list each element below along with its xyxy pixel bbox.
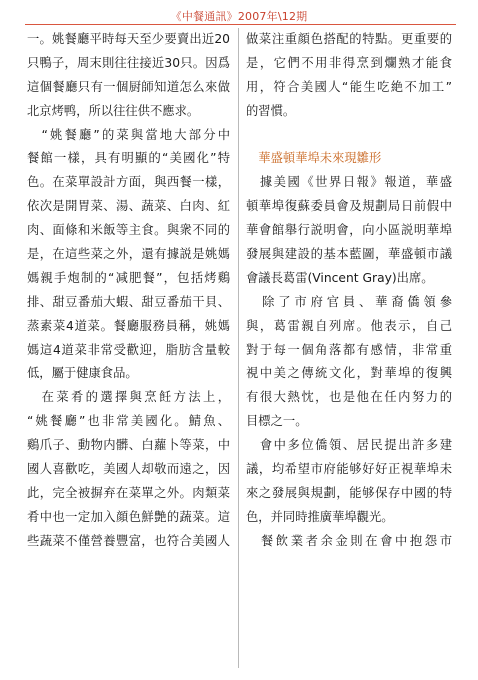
text-line: 視中美之傳統文化，對華埠的復興 (246, 366, 452, 381)
text-line: 來之發展與規劃，能够保存中國的特 (246, 485, 452, 500)
text-line: 頓華埠復蘇委員會及規劃局日前假中 (246, 199, 452, 214)
text-line: 會議長葛雷(Vincent Gray)出席。 (246, 270, 434, 285)
text-line: 蒸素菜4道菜。餐廳服務員稱，姚媽 (27, 318, 230, 333)
text-line: 一。姚餐廳平時每天至少要賣出近20 (27, 32, 230, 46)
text-line: 是，在這些菜之外，還有據説是姚媽 (27, 247, 230, 262)
page-header (0, 0, 478, 30)
right-column (246, 28, 452, 554)
text-line: 用，符合美國人“能生吃絶不加工” (246, 79, 452, 94)
text-line: 與，葛雷親自列席。他表示，自己 (246, 318, 452, 333)
text-line: 是，它們不用非得烹到爛熟才能食 (246, 55, 452, 70)
text-line: 排、甜豆番茄大蝦、甜豆番茄干貝、 (27, 294, 230, 309)
text-line: 目標之一。 (246, 414, 308, 429)
text-line: 北京烤鸭，所以往往供不應求。 (27, 103, 200, 118)
text-line: “姚餐廳”的菜與當地大部分中 (27, 127, 230, 142)
text-line: 餐飲業者余金則在會中抱怨市 (246, 533, 452, 548)
text-line: 媽親手炮制的“减肥餐”，包括烤鷄 (27, 270, 230, 285)
journal-title: 《中餐通訊》2007年\12期 (170, 10, 308, 23)
text-line: 肉、面條和米飯等主食。與衆不同的 (27, 223, 230, 238)
text-line: 華會館舉行説明會，向小區説明華埠 (246, 223, 452, 238)
left-column (27, 28, 230, 554)
text-line: 國人喜歡吃，美國人却敬而遠之，因 (27, 462, 230, 477)
text-line: 色，并同時推廣華埠觀光。 (246, 509, 394, 524)
text-line: 媽這4道菜非常受歡迎，脂肪含量較 (27, 342, 230, 357)
text-line: 除了市府官員、華裔僑領參 (246, 294, 452, 309)
text-line: 有很大熱忱，也是他在任内努力的 (246, 390, 452, 405)
text-line: 餐館一樣，具有明顯的“美國化”特 (27, 151, 230, 166)
text-line: 會中多位僑領、居民提出許多建 (246, 438, 452, 453)
section-heading: 華盛頓華埠未來現雛形 (246, 151, 382, 166)
text-line: “姚餐廳”也非常美國化。鯖魚、 (27, 414, 230, 429)
text-line: 此，完全被摒弃在菜單之外。肉類菜 (27, 485, 230, 500)
text-line: 發展與建設的基本藍圖，華盛頓市議 (246, 247, 452, 262)
text-line: 肴中也一定加入顔色鮮艶的蔬菜。這 (27, 509, 230, 524)
text-line: 依次是開胃菜、湯、蔬菜、白肉、紅 (27, 199, 230, 214)
text-line: 的習慣。 (246, 103, 296, 118)
text-line: 做菜注重顔色搭配的特點。更重要的 (246, 32, 452, 46)
column-divider (238, 28, 239, 668)
text-line: 議，均希望市府能够好好正視華埠未 (246, 462, 452, 477)
blank-line (246, 124, 452, 148)
text-line: 鷄爪子、動物内髒、白蘿卜等菜，中 (27, 438, 230, 453)
text-line: 據美國《世界日報》報道，華盛 (246, 175, 452, 190)
text-line: 這個餐廳只有一個厨師知道怎么來做 (27, 79, 230, 94)
text-line: 只鴨子，周末則往往接近30只。因爲 (27, 55, 230, 70)
text-line: 些蔬菜不僅營養豐富，也符合美國人 (27, 533, 230, 548)
text-line: 色。在菜單設計方面，與西餐一樣， (27, 175, 230, 190)
header-rule (25, 24, 456, 25)
text-line: 低，屬于健康食品。 (27, 366, 138, 381)
text-line: 在菜肴的選擇與烹飪方法上， (27, 390, 230, 405)
text-line: 對于每一個角落都有感情，非常重 (246, 342, 452, 357)
